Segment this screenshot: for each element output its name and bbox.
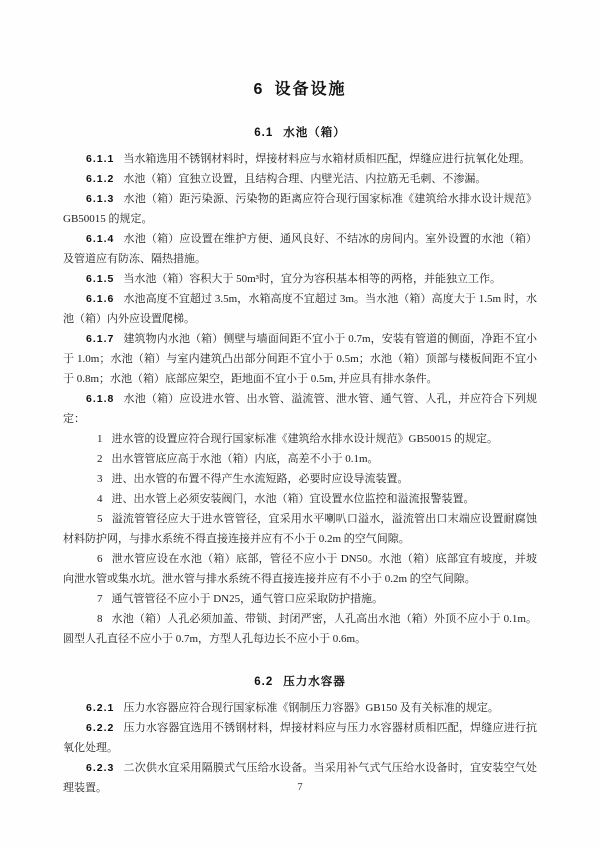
clause-6-2-1 xyxy=(63,698,537,718)
clause-number: 6.2.2 xyxy=(86,722,115,734)
list-item-6 xyxy=(63,549,537,589)
list-item-text: 进、出水管的布置不得产生水流短路，必要时应设导流装置。 xyxy=(111,473,409,485)
list-item-7 xyxy=(63,589,537,609)
clause-6-1-3 xyxy=(63,189,537,229)
clause-number: 6.1.6 xyxy=(86,293,115,305)
clause-number: 6.1.3 xyxy=(86,193,115,205)
list-item-text: 溢流管管径应大于进水管管径，宜采用水平喇叭口溢水，溢流管出口末端应设置耐腐蚀材料防护网，与排水系统不得直接连接并应有不小于 0.2m 的空气间隙。 xyxy=(63,513,537,545)
clause-number: 6.1.5 xyxy=(86,273,115,285)
clause-6-1-4 xyxy=(63,229,537,269)
list-item-4 xyxy=(63,489,537,509)
chapter-title: 设备设施 xyxy=(274,81,347,98)
section-heading-6-2 xyxy=(63,675,537,689)
list-item-number: 6 xyxy=(97,553,103,565)
clause-text: 二次供水宜采用隔膜式气压给水设备。当采用补气式气压给水设备时，宜安装空气处理装置。 xyxy=(63,762,537,794)
clause-number: 6.2.3 xyxy=(86,762,115,774)
list-item-text: 泄水管应设在水池（箱）底部，管径不应小于 DN50。水池（箱）底部宜有坡度，并坡向泄水管或集水坑。泄水管与排水系统不得直接连接并应有不小于 0.2m 的空气间隙。 xyxy=(63,553,537,585)
chapter-number: 6 xyxy=(253,81,263,98)
clause-text: 水池（箱）应设置在维护方便、通风良好、不结冰的房间内。室外设置的水池（箱）及管道应有防冻、隔热措施。 xyxy=(63,233,537,265)
section-heading-6-1 xyxy=(63,126,537,140)
clause-6-1-2 xyxy=(63,169,537,189)
clause-number: 6.1.2 xyxy=(86,173,115,185)
list-item-number: 4 xyxy=(97,493,103,505)
list-item-number: 3 xyxy=(97,473,103,485)
clause-number: 6.1.4 xyxy=(86,233,115,245)
clause-text: 建筑物内水池（箱）侧壁与墙面间距不宜小于 0.7m，安装有管道的侧面，净距不宜小于 1.0m；水池（箱）与室内建筑凸出部分间距不宜小于 0.5m；水池（箱）顶部与楼板间距不宜小于 0.8m；水池（箱）底部应架空，距地面不宜小于 0.5m, 并应具有排水条件。 xyxy=(63,333,537,385)
page-content xyxy=(63,80,537,798)
list-item-text: 进、出水管上必须安装阀门，水池（箱）宜设置水位监控和溢流报警装置。 xyxy=(111,493,475,505)
clause-text: 压力水容器应符合现行国家标准《钢制压力容器》GB150 及有关标准的规定。 xyxy=(123,702,499,714)
clause-6-1-7 xyxy=(63,329,537,389)
list-item-number: 2 xyxy=(97,453,103,465)
clause-6-1-1 xyxy=(63,149,537,169)
list-item-2 xyxy=(63,449,537,469)
list-item-number: 1 xyxy=(97,433,103,445)
clause-text: 当水箱选用不锈钢材料时，焊接材料应与水箱材质相匹配，焊缝应进行抗氧化处理。 xyxy=(123,153,531,165)
section-number: 6.2 xyxy=(254,676,274,688)
section-title: 水池（箱） xyxy=(283,127,346,139)
clause-text: 水池（箱）宜独立设置，且结构合理、内壁光洁、内拉筋无毛刺、不渗漏。 xyxy=(123,173,487,185)
section-title: 压力水容器 xyxy=(283,676,346,688)
clause-6-2-2 xyxy=(63,718,537,758)
list-item-8 xyxy=(63,609,537,649)
list-item-text: 进水管的设置应符合现行国家标准《建筑给水排水设计规范》GB50015 的规定。 xyxy=(111,433,499,445)
clause-number: 6.1.8 xyxy=(86,393,115,405)
list-item-number: 7 xyxy=(97,593,103,605)
clause-text: 水池高度不宜超过 3.5m，水箱高度不宜超过 3m。当水池（箱）高度大于 1.5m 时，水池（箱）内外应设置爬梯。 xyxy=(63,293,537,325)
list-item-5 xyxy=(63,509,537,549)
clause-text: 压力水容器宜选用不锈钢材料，焊接材料应与压力水容器材质相匹配，焊缝应进行抗氧化处理。 xyxy=(63,722,537,754)
clause-number: 6.2.1 xyxy=(86,702,115,714)
chapter-heading xyxy=(63,80,537,100)
page-number: 7 xyxy=(297,782,303,793)
clause-text: 水池（箱）距污染源、污染物的距离应符合现行国家标准《建筑给水排水设计规范》GB50015 的规定。 xyxy=(63,193,537,225)
clause-6-1-6 xyxy=(63,289,537,329)
clause-text: 水池（箱）应设进水管、出水管、溢流管、泄水管、通气管、人孔，并应符合下列规定： xyxy=(63,393,537,425)
list-item-text: 通气管管径不应小于 DN25，通气管口应采取防护措施。 xyxy=(111,593,384,605)
section-number: 6.1 xyxy=(254,127,274,139)
list-item-text: 出水管管底应高于水池（箱）内底，高差不小于 0.1m。 xyxy=(111,453,379,465)
clause-text: 当水池（箱）容积大于 50m³时，宜分为容积基本相等的两格，并能独立工作。 xyxy=(123,273,501,285)
clause-number: 6.1.1 xyxy=(86,153,115,165)
list-item-number: 5 xyxy=(97,513,103,525)
clause-6-1-5 xyxy=(63,269,537,289)
clause-6-1-8 xyxy=(63,389,537,429)
list-item-text: 水池（箱）人孔必须加盖、带锁、封闭严密，人孔高出水池（箱）外顶不应小于 0.1m。圆型人孔直径不应小于 0.7m，方型人孔每边长不应小于 0.6m。 xyxy=(63,613,537,645)
clause-number: 6.1.7 xyxy=(86,333,115,345)
list-item-1 xyxy=(63,429,537,449)
list-item-3 xyxy=(63,469,537,489)
list-item-number: 8 xyxy=(97,613,103,625)
